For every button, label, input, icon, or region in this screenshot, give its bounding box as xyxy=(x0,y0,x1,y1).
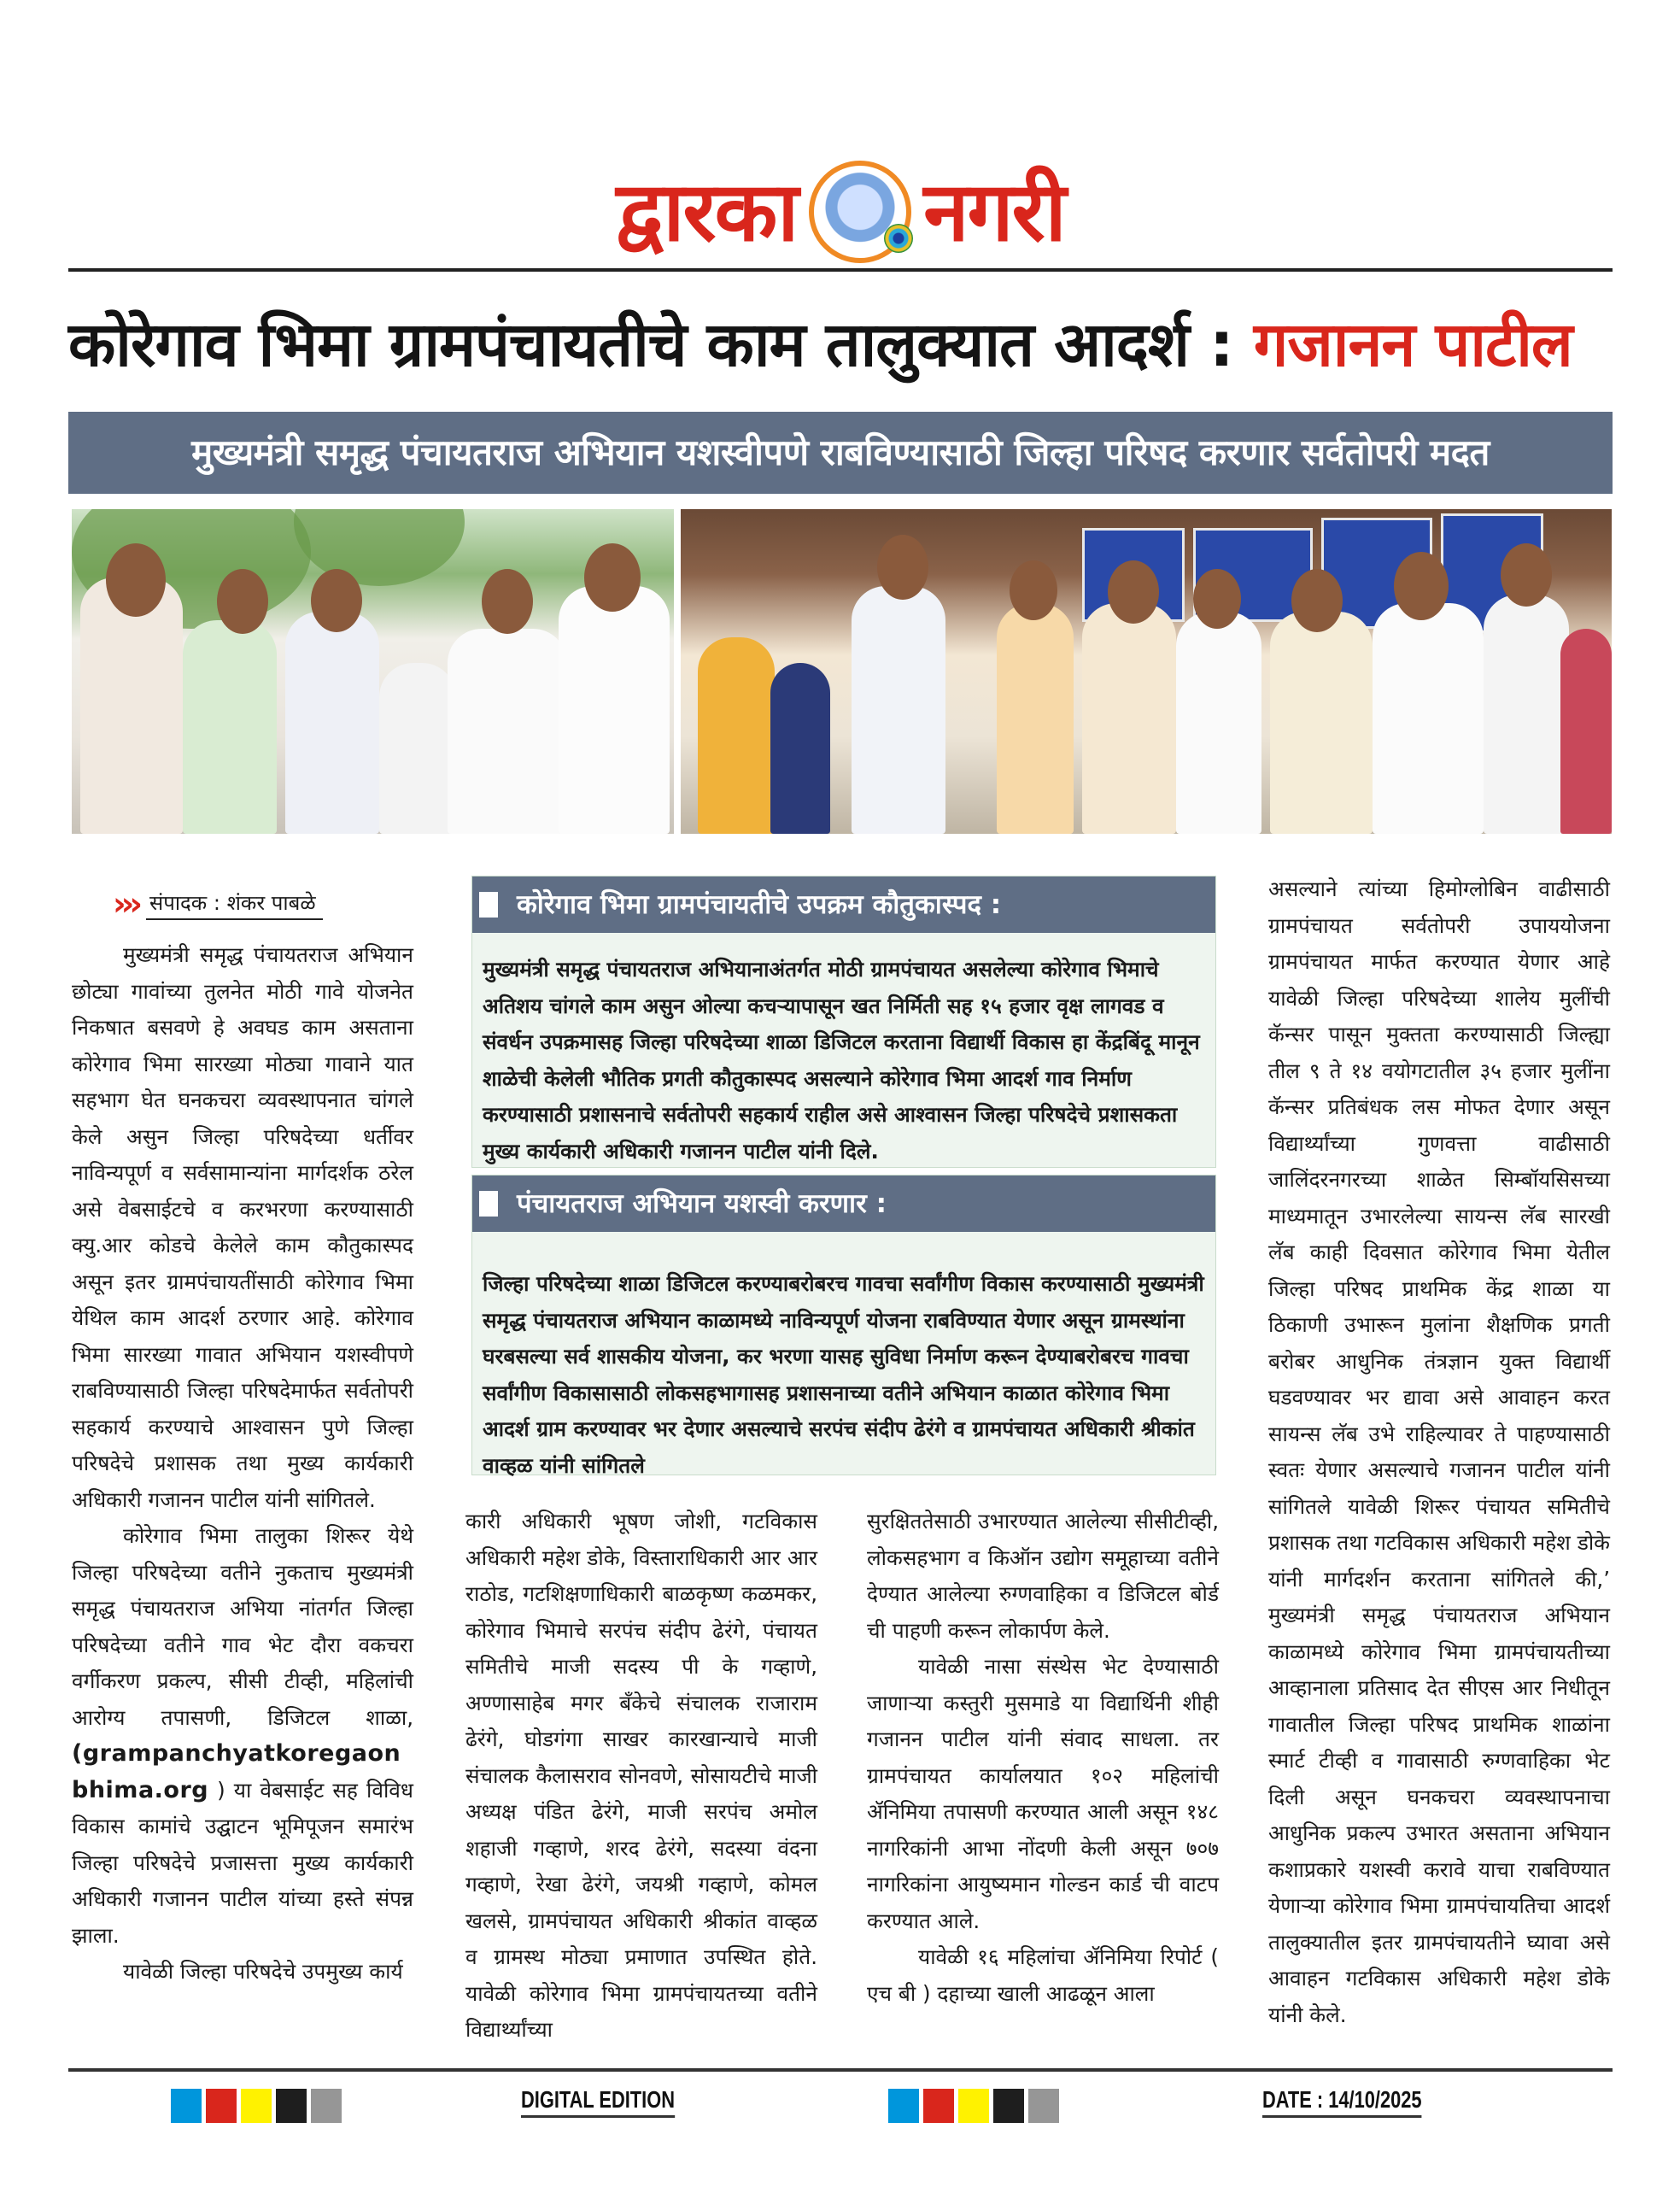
swatch-black xyxy=(276,2089,307,2123)
swatch-red xyxy=(206,2089,237,2123)
paragraph: यावेळी नासा संस्थेस भेट देण्यासाठी जाणाऱ्या कस्तुरी मुसमाडे या विद्यार्थिनी शीही गजानन पाटील यांनी संवाद साधला. तर ग्रामपंचायत कार्यालयात १०२ महिलांची ॲनिमिया तपासणी करण्यात आली असून १४८ नागरिकांनी आभा नोंदणी केली असून ७०७ नागरिकांना आयुष्यमान गोल्डन कार्ड ची वाटप करण्यात आले. xyxy=(867,1654,1219,1933)
swatch-cyan xyxy=(888,2089,919,2123)
swatch-gray xyxy=(311,2089,342,2123)
color-registration-swatches-right xyxy=(888,2089,1059,2123)
person-head xyxy=(482,569,533,634)
paragraph: असल्याने त्यांच्या हिमोग्लोबिन वाढीसाठी ग्रामपंचायत सर्वतोपरी उपाययोजना ग्रामपंचायत मार्फत करण्यात येणार आहे यावेळी जिल्हा परिषदेच्या शालेय मुलींची कॅन्सर पासून मुक्तता करण्यासाठी जिल्ह्या तील ९ ते १४ वयोगटातील ३५ हजार मुलींना कॅन्सर प्रतिबंधक लस मोफत देणार असून विद्यार्थ्यांच्या गुणवत्ता वाढीसाठी जालिंदरनगरच्या शाळेत सिम्बॉयसिसच्या माध्यमातून उभारलेल्या सायन्स लॅब सारखी लॅब काही दिवसात कोरेगाव भिमा येतील जिल्हा परिषद प्राथमिक केंद्र शाळा या ठिकाणी उभारून मुलांना शैक्षणिक प्रगती बरोबर आधुनिक तंत्रज्ञान युक्त विद्यार्थी घडवण्यावर भर द्यावा असे आवाहन करत सायन्स लॅब उभे राहिल्यावर ते पाहण्यासाठी स्वतः येणार असल्याचे गजानन पाटील यांनी सांगितले यावेळी शिरूर पंचायत समितीचे प्रशासक तथा गटविकास अधिकारी महेश डोके यांनी मार्गदर्शन करताना सांगितले की,’ मुख्यमंत्री समृद्ध पंचायतराज अभियान काळामध्ये कोरेगाव भिमा ग्रामपंचायतीच्या आव्हानाला प्रतिसाद देत सीएस आर निधीतून गावातील जिल्हा परिषद प्राथमिक शाळांना स्मार्ट टीव्ही व गावासाठी रुग्णवाहिका भेट दिली असून घनकचरा व्यवस्थापनाचा आधुनिक प्रकल्प उभारत असताना अभियान कशाप्रकारे यशस्वी करावे याचा राबविण्यात येणाऱ्या कोरेगाव भिमा ग्रामपंचायतिचा आदर्श तालुक्यातील इतर ग्रामपंचायतीने घ्यावा असे आवाहन गटविकास अधिकारी महेश डोके यांनी केले. xyxy=(1268,877,1610,2027)
person-head xyxy=(584,543,641,612)
box-body: मुख्यमंत्री समृद्ध पंचायतराज अभियानाअंतर्गत मोठी ग्रामपंचायत असलेल्या कोरेगाव भिमाचे अतिशय चांगले काम असुन ओल्या कचऱ्यापासून खत निर्मिती सह १५ हजार वृक्ष लागवड व संवर्धन उपक्रमासह जिल्हा परिषदेच्या शाळा डिजिटल करताना विद्यार्थी विकास हा केंद्रबिंदू मानून शाळेची केलेली भौतिक प्रगती कौतुकास्पद असल्याने कोरेगाव भिमा आदर्श गाव निर्माण करण्यासाठी प्रशासनाचे सर्वतोपरी सहकार्य राहील असे आश्वासन जिल्हा परिषदेचे प्रशासकता मुख्य कार्यकारी अधिकारी गजानन पाटील यांनी दिले. xyxy=(483,957,1200,1164)
person xyxy=(1484,595,1569,834)
paragraph: यावेळी १६ महिलांचा ॲनिमिया रिपोर्ट ( एच बी ) दहाच्या खाली आढळून आला xyxy=(867,1944,1219,2006)
person xyxy=(1560,629,1612,834)
person-head xyxy=(1193,569,1241,629)
masthead xyxy=(68,162,1613,265)
paragraph-text: ) या वेबसाईट सह विविध विकास कामांचे उद्घाटन भूमिपूजन समारंभ जिल्हा परिषदेचे प्रजासत्ता मुख्य कार्यकारी अधिकारी गजानन पाटील यांच्या हस्ते संपन्न झाला. xyxy=(72,1777,413,1948)
swatch-black xyxy=(993,2089,1024,2123)
paragraph: कारी अधिकारी भूषण जोशी, गटविकास अधिकारी महेश डोके, विस्ताराधिकारी आर आर राठोड, गटशिक्षणाधिकारी बाळकृष्ण कळमकर, कोरेगाव भिमाचे सरपंच संदीप ढेरंगे, पंचायत समितीचे माजी सदस्य पी के गव्हाणे, अण्णासाहेब मगर बँकेचे संचालक राजाराम ढेरंगे, घोडगंगा साखर कारखान्याचे माजी संचालक कैलासराव सोनवणे, सोसायटीचे माजी अध्यक्ष पंडित ढेरंगे, माजी सरपंच अमोल शहाजी गव्हाणे, शरद ढेरंगे, सदस्या वंदना गव्हाणे, रेखा ढेरंगे, जयश्री गव्हाणे, कोमल खलसे, ग्रामपंचायत अधिकारी श्रीकांत वाव्हळ व ग्रामस्थ मोठ्या प्रमाणात उपस्थित होते. यावेळी कोरेगाव भिमा ग्रामपंचायतच्या वतीने विद्यार्थ्यांच्या xyxy=(465,1509,817,2042)
newspaper-logo xyxy=(68,162,1613,261)
footer-divider xyxy=(68,2068,1613,2072)
person xyxy=(997,603,1074,834)
person-head xyxy=(1108,560,1159,624)
box-title: कोरेगाव भिमा ग्रामपंचायतीचे उपक्रम कौतुकास्पद : xyxy=(517,889,1002,920)
article-column-1 xyxy=(72,937,413,1991)
box-body: जिल्हा परिषदेच्या शाळा डिजिटल करण्याबरोबरच गावचा सर्वांगीण विकास करण्यासाठी मुख्यमंत्री समृद्ध पंचायतराज अभियान काळामध्ये नाविन्यपूर्ण योजना राबविण्यात येणार असून ग्रामस्थांना घरबसल्या सर्व शासकीय योजना, कर भरणा यासह सुविधा निर्माण करून देण्याबरोबरच गावचा सर्वांगीण विकासासाठी लोकसहभागासह प्रशासनाच्या वतीने अभियान काळात कोरेगाव भिमा आदर्श ग्राम करण्यावर भर देणार असल्याचे सरपंच संदीप ढेरंगे व ग्रामपंचायत अधिकारी श्रीकांत वाव्हळ यांनी सांगितले xyxy=(483,1271,1204,1478)
person xyxy=(379,663,456,834)
article-column-2 xyxy=(465,1504,817,2049)
swatch-yellow xyxy=(241,2089,272,2123)
person xyxy=(852,586,945,834)
photo-outdoor-inspection xyxy=(72,509,674,834)
square-bullet-icon xyxy=(479,892,498,918)
masthead-divider xyxy=(68,268,1613,272)
person xyxy=(559,586,670,834)
logo-word-right: नगरी xyxy=(923,163,1065,260)
tree-foliage xyxy=(294,509,465,586)
byline xyxy=(113,887,323,921)
article-column-4 xyxy=(1268,871,1610,2033)
person xyxy=(285,612,379,834)
person xyxy=(1270,612,1373,834)
person-head xyxy=(1394,552,1449,620)
person-head xyxy=(106,543,166,617)
box-heading xyxy=(472,877,1215,933)
swatch-red xyxy=(923,2089,954,2123)
box-heading xyxy=(472,1176,1215,1232)
paragraph: मुख्यमंत्री समृद्ध पंचायतराज अभियान छोट्या गावांच्या तुलनेत मोठी गावे योजनेत निकषात बसवणे हे अवघड काम असताना कोरेगाव भिमा सारख्या मोठ्या गावाने यात सहभाग घेत घनकचरा व्यवस्थापनात चांगले केले असुन जिल्हा परिषदेच्या धर्तीवर नाविन्यपूर्ण व सर्वसामान्यांना मार्गदर्शक ठरेल असे वेबसाईटचे व करभरणा करण्यासाठी क्यु.आर कोडचे केलेले काम कौतुकास्पद असून इतर ग्रामपंचायतींसाठी कोरेगाव भिमा येथिल काम आदर्श ठरणार आहे. कोरेगाव भिमा सारख्या गावात अभियान यशस्वीपणे राबविण्यासाठी जिल्हा परिषदेमार्फत सर्वतोपरी सहकार्य करण्याचे आश्वासन पुणे जिल्हा परिषदेचे प्रशासक तथा मुख्य कार्यकारी अधिकारी गजानन पाटील यांनी सांगितले. xyxy=(72,942,413,1512)
paragraph: सुरक्षिततेसाठी उभारण्यात आलेल्या सीसीटीव्ही, लोकसहभाग व किऑन उद्योग समूहाच्या वतीने देण्यात आलेल्या रुग्णवाहिका व डिजिटल बोर्ड ची पाहणी करून लोकार्पण केले. xyxy=(867,1509,1219,1643)
headline-name: गजानन पाटील xyxy=(1253,308,1572,380)
krishna-emblem-icon xyxy=(809,161,911,263)
person xyxy=(448,629,567,834)
website-url: (grampanchyatkoregaon bhima.org xyxy=(72,1740,401,1803)
swatch-yellow xyxy=(958,2089,989,2123)
person-head xyxy=(311,569,362,632)
photo-office-interaction xyxy=(681,509,1612,834)
paragraph: यावेळी जिल्हा परिषदेचे उपमुख्य कार्य xyxy=(123,1959,403,1984)
person-head xyxy=(1010,560,1057,620)
subheadline-banner: मुख्यमंत्री समृद्ध पंचायतराज अभियान यशस्वीपणे राबविण्यासाठी जिल्हा परिषद करणार सर्वतोपरी मदत xyxy=(68,412,1613,494)
editor-credit: संपादक : शंकर पाबळे xyxy=(146,888,323,920)
peacock-feather-icon xyxy=(884,224,913,253)
swatch-cyan xyxy=(171,2089,202,2123)
person xyxy=(698,637,775,834)
person xyxy=(1373,603,1484,834)
person-head xyxy=(1501,543,1552,607)
paragraph xyxy=(72,1518,413,1954)
headline-main: कोरेगाव भिमा ग्रामपंचायतीचे काम तालुक्यात आदर्श : xyxy=(68,308,1233,380)
person xyxy=(1176,612,1261,834)
sidebar-box-campaign xyxy=(471,1175,1216,1478)
paragraph-text: कोरेगाव भिमा तालुका शिरूर येथे जिल्हा परिषदेच्या वतीने नुकताच मुख्यमंत्री समृद्ध पंचायतराज अभिया नांतर्गत जिल्हा परिषदेच्या वतीने गाव भेट दौरा वकचरा वर्गीकरण प्रकल्प, सीसी टीव्ही, महिलांची आरोग्य तपासणी, डिजिटल शाळा, xyxy=(72,1523,413,1730)
article-column-3 xyxy=(867,1504,1219,2012)
color-registration-swatches-left xyxy=(171,2089,342,2123)
person xyxy=(183,620,277,834)
logo-word-left: द्वारका xyxy=(616,163,798,260)
square-bullet-icon xyxy=(479,1191,498,1217)
person-head xyxy=(217,569,268,634)
person-head xyxy=(1291,569,1343,632)
person xyxy=(1082,603,1176,834)
edition-date: DATE : 14/10/2025 xyxy=(1262,2086,1422,2118)
digital-edition-label: DIGITAL EDITION xyxy=(521,2086,675,2118)
box-title: पंचायतराज अभियान यशस्वी करणार : xyxy=(517,1188,887,1219)
sidebar-box-initiatives xyxy=(471,876,1216,1168)
swatch-gray xyxy=(1028,2089,1059,2123)
person-head xyxy=(877,535,928,600)
headline xyxy=(68,306,1613,383)
triple-chevron-icon: ››› xyxy=(113,885,138,923)
person xyxy=(770,663,830,834)
